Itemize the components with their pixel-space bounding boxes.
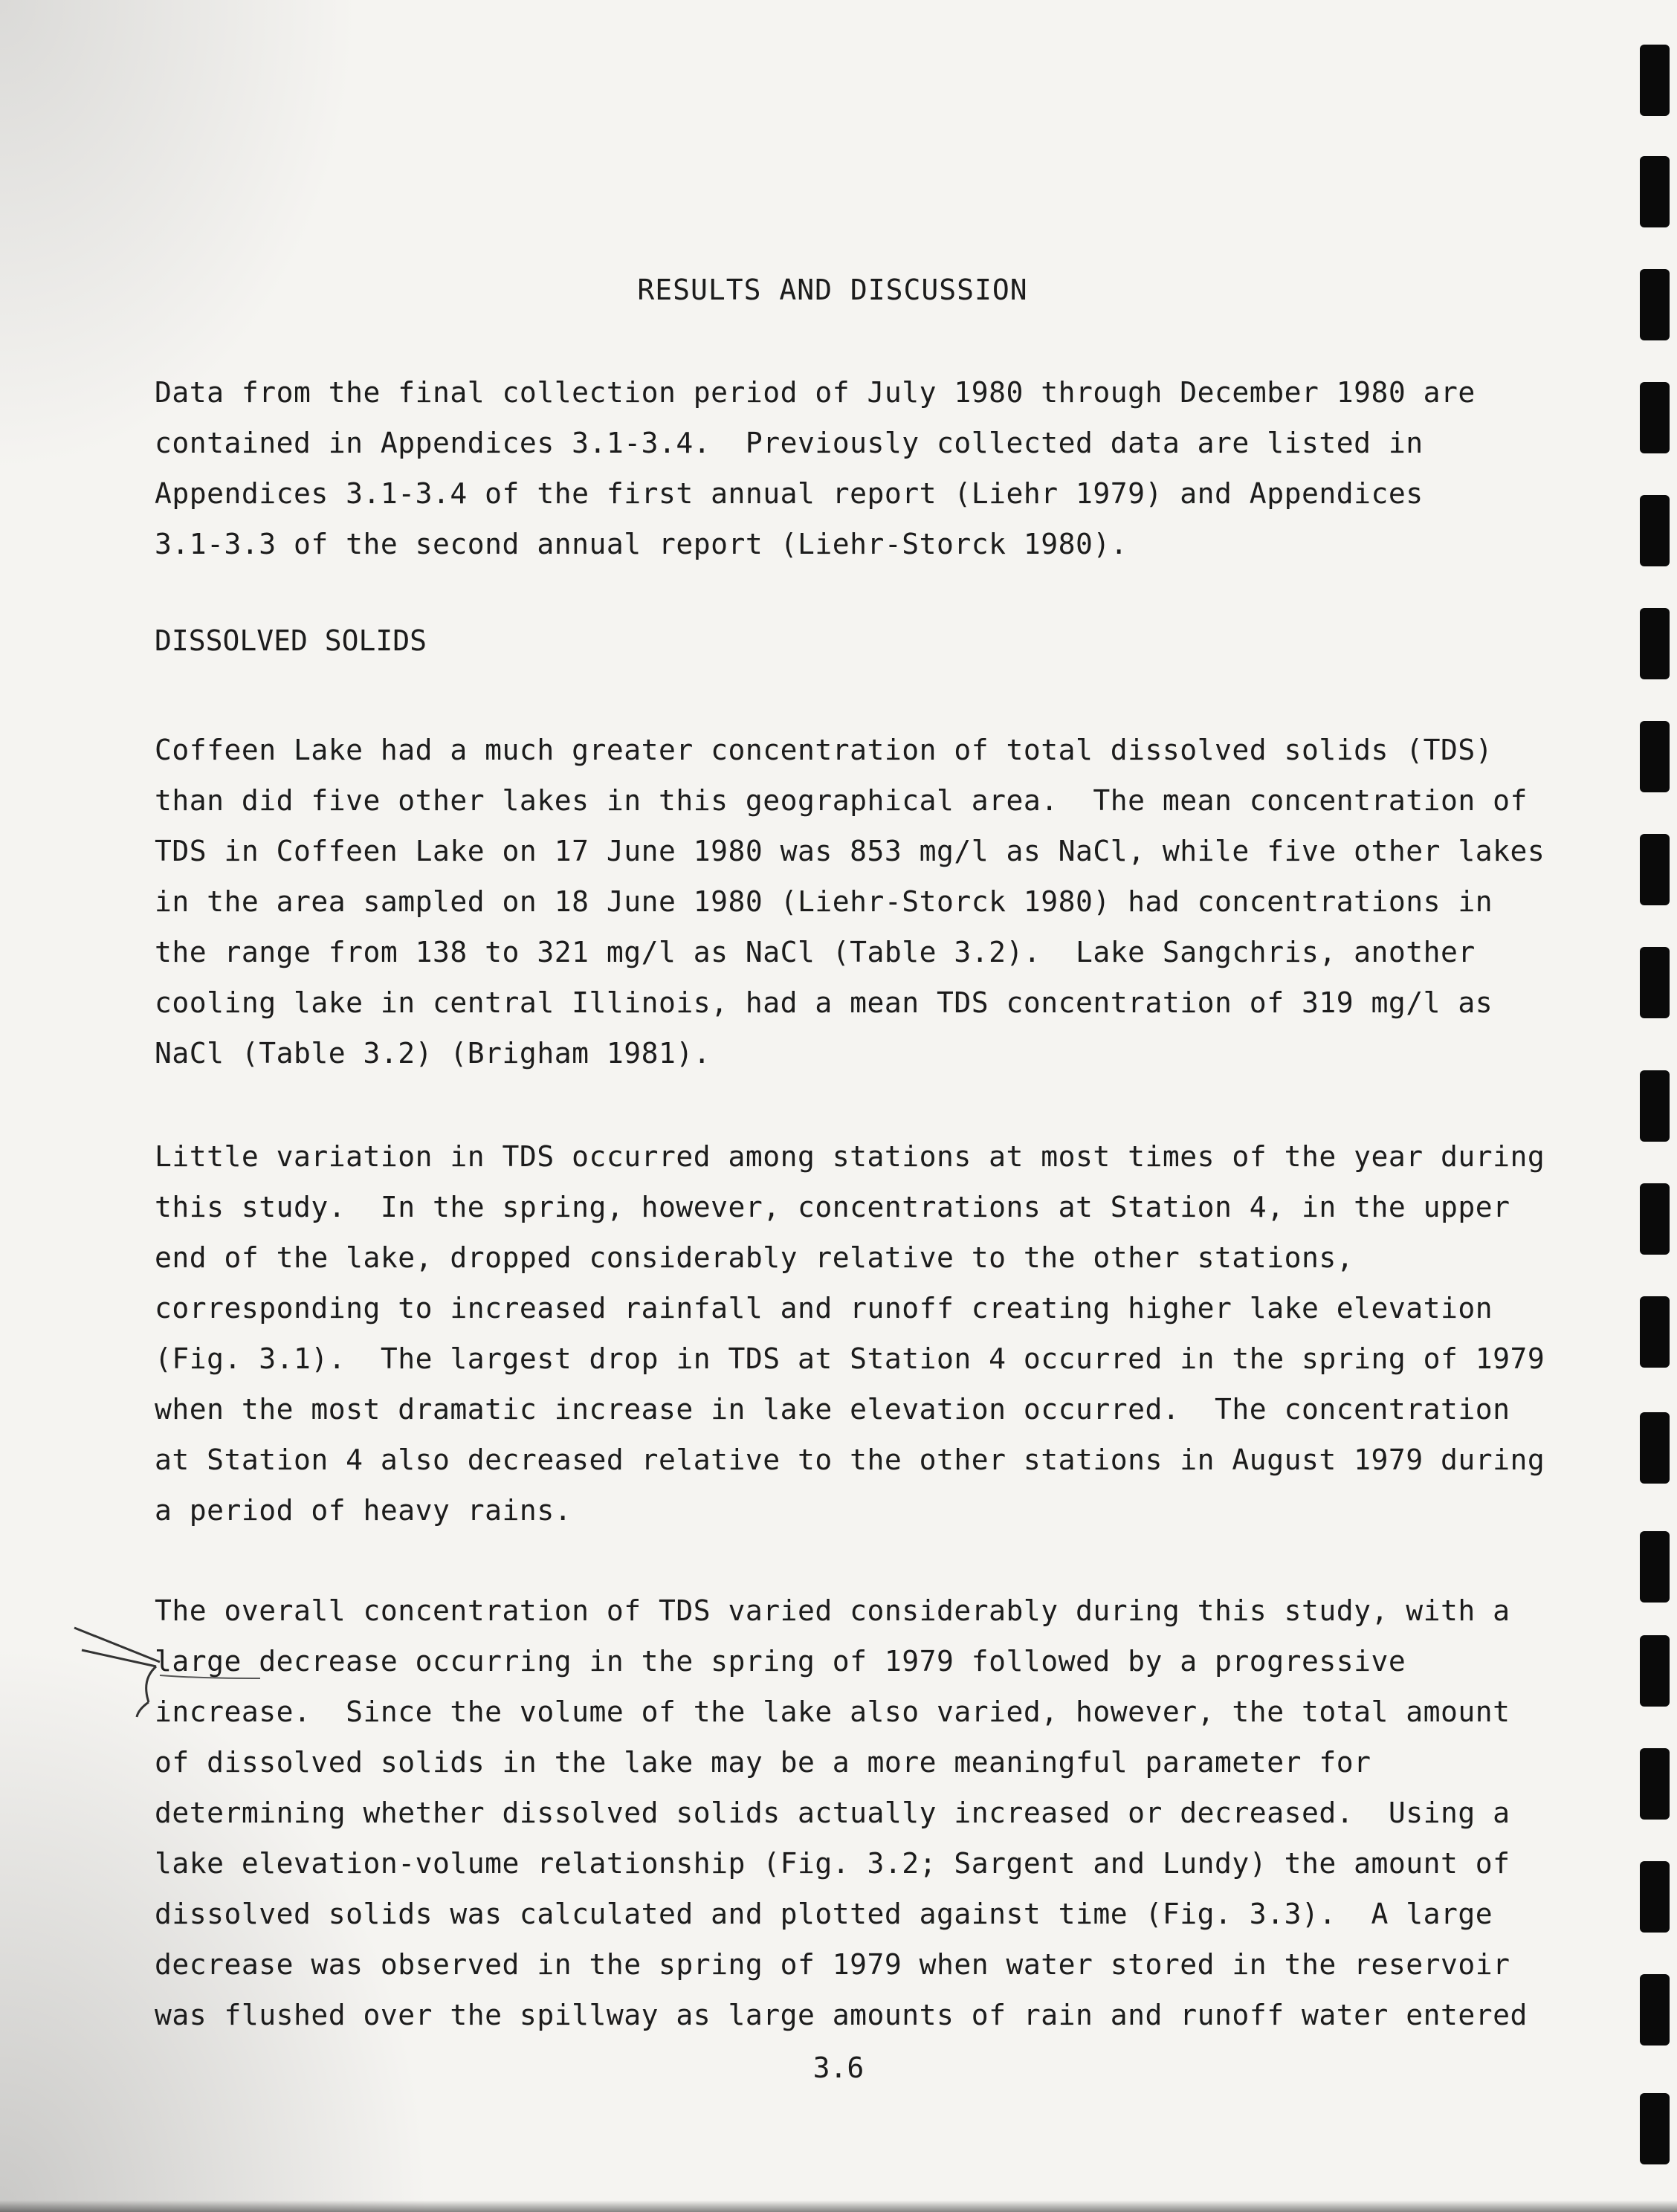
text-line: large decrease occurring in the spring of 1979 followed by a progressive xyxy=(155,1645,1406,1678)
text-line: (Fig. 3.1). The largest drop in TDS at Station 4 occurred in the spring of 1979 xyxy=(155,1342,1545,1375)
paragraph-3 xyxy=(155,1585,1552,2040)
text-line: Data from the final collection period of July 1980 through December 1980 are xyxy=(155,376,1476,409)
binder-punch-mark xyxy=(1640,1183,1670,1255)
text-line: NaCl (Table 3.2) (Brigham 1981). xyxy=(155,1037,711,1070)
page-number: 3.6 xyxy=(812,2051,865,2084)
text-line: the range from 138 to 321 mg/l as NaCl (Table 3.2). Lake Sangchris, another xyxy=(155,936,1476,968)
text-line: lake elevation-volume relationship (Fig. 3.2; Sargent and Lundy) the amount of xyxy=(155,1847,1510,1880)
binder-punch-mark xyxy=(1640,382,1670,453)
text-line: a period of heavy rains. xyxy=(155,1494,572,1527)
text-line: increase. Since the volume of the lake also varied, however, the total amount xyxy=(155,1695,1510,1728)
binder-punch-mark xyxy=(1640,1296,1670,1368)
text-line: of dissolved solids in the lake may be a more meaningful parameter for xyxy=(155,1746,1371,1779)
text-line: than did five other lakes in this geographical area. The mean concentration of xyxy=(155,784,1528,817)
paragraph-1 xyxy=(155,725,1552,1078)
text-line: this study. In the spring, however, concentrations at Station 4, in the upper xyxy=(155,1191,1510,1223)
binder-punch-mark xyxy=(1640,1748,1670,1820)
text-line: cooling lake in central Illinois, had a mean TDS concentration of 319 mg/l as xyxy=(155,986,1493,1019)
binder-punch-mark xyxy=(1640,1412,1670,1484)
text-line: at Station 4 also decreased relative to the other stations in August 1979 during xyxy=(155,1443,1545,1476)
binder-punch-mark xyxy=(1640,721,1670,792)
text-line: corresponding to increased rainfall and runoff creating higher lake elevation xyxy=(155,1292,1493,1325)
binder-punch-mark xyxy=(1640,834,1670,905)
text-line: 3.1-3.3 of the second annual report (Liehr-Storck 1980). xyxy=(155,528,1128,560)
text-line: decrease was observed in the spring of 1979 when water stored in the reservoir xyxy=(155,1948,1510,1981)
binder-punch-mark xyxy=(1640,45,1670,116)
page-heading: RESULTS AND DISCUSSION xyxy=(637,274,1028,306)
binder-punch-mark xyxy=(1640,947,1670,1018)
binder-punch-mark xyxy=(1640,608,1670,679)
section-title: DISSOLVED SOLIDS xyxy=(155,624,427,657)
binder-punch-mark xyxy=(1640,1531,1670,1603)
binder-punch-mark xyxy=(1640,269,1670,340)
binder-punch-mark xyxy=(1640,156,1670,227)
text-line: Little variation in TDS occurred among stations at most times of the year during xyxy=(155,1140,1545,1173)
text-line: end of the lake, dropped considerably relative to the other stations, xyxy=(155,1241,1354,1274)
text-line: Appendices 3.1-3.4 of the first annual report (Liehr 1979) and Appendices xyxy=(155,477,1424,510)
binder-punch-mark xyxy=(1640,1974,1670,2046)
binder-punch-mark xyxy=(1640,495,1670,566)
binder-punch-mark xyxy=(1640,2093,1670,2164)
text-line: dissolved solids was calculated and plotted against time (Fig. 3.3). A large xyxy=(155,1898,1493,1930)
text-line: The overall concentration of TDS varied considerably during this study, with a xyxy=(155,1594,1510,1627)
intro-paragraph xyxy=(155,367,1552,569)
text-line: in the area sampled on 18 June 1980 (Liehr-Storck 1980) had concentrations in xyxy=(155,885,1493,918)
text-line: determining whether dissolved solids actually increased or decreased. Using a xyxy=(155,1797,1510,1829)
text-line: TDS in Coffeen Lake on 17 June 1980 was 853 mg/l as NaCl, while five other lakes xyxy=(155,835,1545,867)
handwritten-bracket-mark xyxy=(67,1598,260,1747)
text-line: when the most dramatic increase in lake elevation occurred. The concentration xyxy=(155,1393,1510,1426)
binder-punch-mark xyxy=(1640,1861,1670,1933)
text-line: was flushed over the spillway as large amounts of rain and runoff water entered xyxy=(155,1999,1528,2031)
scan-bottom-edge xyxy=(0,2200,1677,2212)
binder-punch-mark xyxy=(1640,1635,1670,1707)
paragraph-2 xyxy=(155,1131,1552,1536)
text-line: Coffeen Lake had a much greater concentration of total dissolved solids (TDS) xyxy=(155,734,1493,766)
binder-punch-mark xyxy=(1640,1070,1670,1142)
text-line: contained in Appendices 3.1-3.4. Previously collected data are listed in xyxy=(155,427,1424,459)
